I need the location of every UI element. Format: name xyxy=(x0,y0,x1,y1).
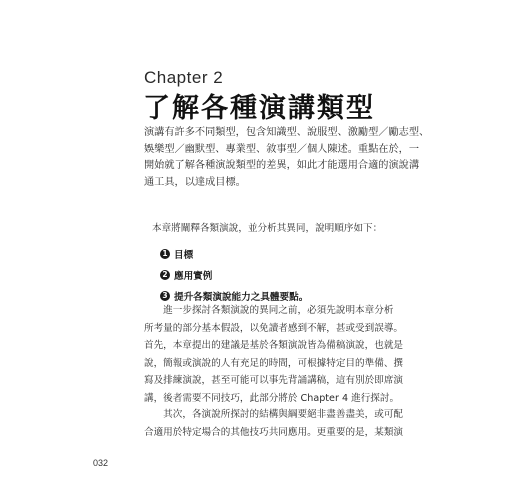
intro-line: 通工具，以達成目標。 xyxy=(144,176,246,188)
paragraph-line: 進一步探討各類演說的異同之前，必須先說明本章分析 xyxy=(144,305,394,316)
paragraph-line: 所考量的部分基本假設，以免讀者感到不解，甚或受到誤導。 xyxy=(144,322,404,334)
paragraph-line: 首先，本章提出的建議是基於各類演說皆為備稿演說，也就是 xyxy=(144,340,404,352)
paragraph-line: 其次，各演說所探討的結構與綱要絕非盡善盡美，或可配 xyxy=(144,409,404,420)
paragraph-line: 合適用於特定場合的其他技巧共同應用。更重要的是，某類演 xyxy=(144,426,404,438)
paragraph-1 xyxy=(144,302,404,408)
number-badge: 2 xyxy=(160,270,170,280)
chapter-intro xyxy=(144,125,430,191)
intro-line: 娛樂型／幽默型、專業型、敘事型／個人陳述。重點在於，一 xyxy=(144,143,420,155)
number-badge: 1 xyxy=(160,249,170,259)
list-item xyxy=(160,243,308,264)
list-item xyxy=(160,264,308,285)
paragraph-line: 寫及排練演說，甚至可能可以事先背誦講稿，這有別於即席演 xyxy=(144,375,404,387)
paragraph-2 xyxy=(144,406,404,441)
lead-sentence: 本章將闡釋各類演說，並分析其異同，說明順序如下： xyxy=(152,223,383,234)
intro-line: 開始就了解各種演說類型的差異，如此才能選用合適的演說溝 xyxy=(144,160,420,172)
paragraph-line: 講，後者需要不同技巧，此部分將於 Chapter 4 進行探討。 xyxy=(144,392,400,404)
order-list xyxy=(160,243,308,306)
chapter-label: Chapter 2 xyxy=(144,68,224,87)
list-item-text: 應用實例 xyxy=(174,270,213,282)
list-item-text: 提升各類演說能力之具體要點。 xyxy=(174,291,309,303)
intro-line: 演講有許多不同類型，包含知識型、說服型、激勵型／勵志型、 xyxy=(144,127,430,138)
number-badge: 3 xyxy=(160,291,170,301)
chapter-title: 了解各種演講類型 xyxy=(143,93,375,124)
page-number: 032 xyxy=(93,458,109,468)
list-item-text: 目標 xyxy=(174,249,194,261)
paragraph-line: 說，簡報或演說的人有充足的時間，可根據特定目的準備、撰 xyxy=(144,357,404,369)
